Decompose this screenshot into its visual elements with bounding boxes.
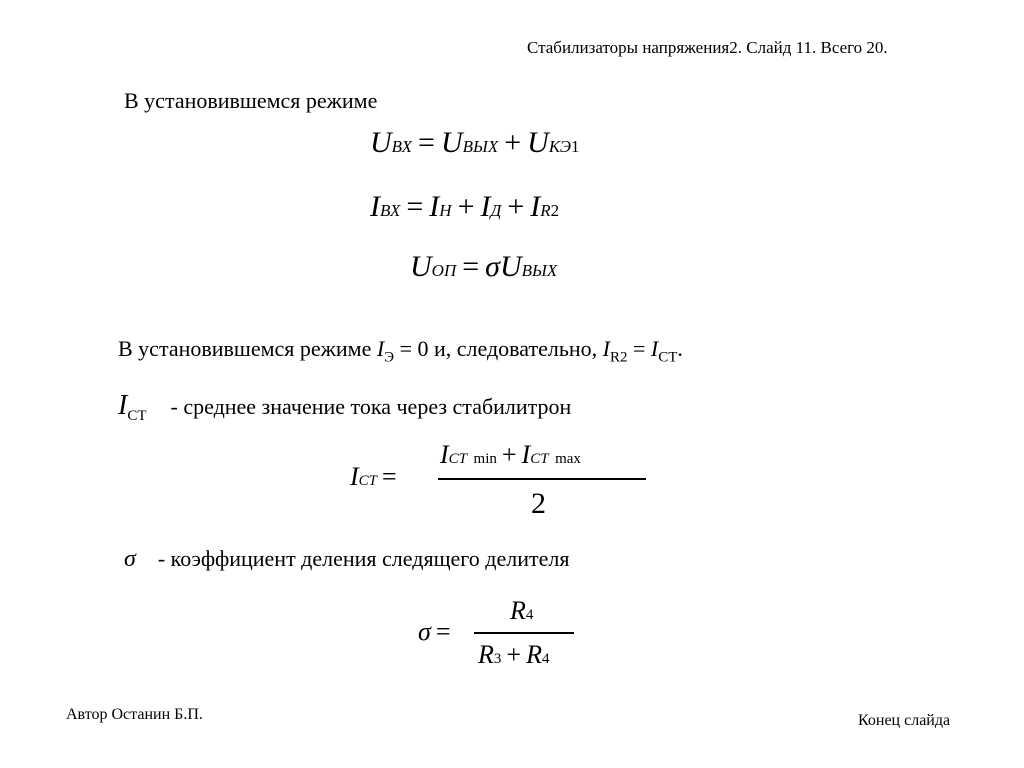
sigma-fraction-bar [474,632,574,634]
sigma-formula-numerator: R4 [510,596,534,625]
ict-fraction-bar [438,478,646,480]
equation-uop: UОП = σUВЫХ [410,250,558,283]
ict-formula-lhs: IСТ = [350,462,397,491]
steady-state-sentence: В установившемся режиме $I_Э = 0$ и, следовательно, $I_{R2} = I_{СТ}$. [118,336,683,366]
ict-definition: IСТ - среднее значение тока через стабилитрон [118,390,572,424]
section-heading: В установившемся режиме [124,88,378,113]
sigma-formula-lhs: σ = [418,617,451,646]
equation-uvx: UВХ = UВЫХ + UКЭ1 [370,126,580,159]
slide-header: Стабилизаторы напряжения2. Слайд 11. Всего 20. [527,38,888,57]
ict-formula-denominator: 2 [531,487,546,520]
sigma-formula-denominator: R3 + R4 [478,640,550,669]
ict-formula-numerator: IСТ min + IСТ max [440,440,581,469]
equation-ivx: IВХ = IН + IД + IR2 [370,190,560,223]
footer-author: Автор Останин Б.П. [66,706,203,723]
sigma-definition: σ - коэффициент деления следящего делителя [124,546,570,572]
footer-end-of-slide: Конец слайда [858,712,951,729]
